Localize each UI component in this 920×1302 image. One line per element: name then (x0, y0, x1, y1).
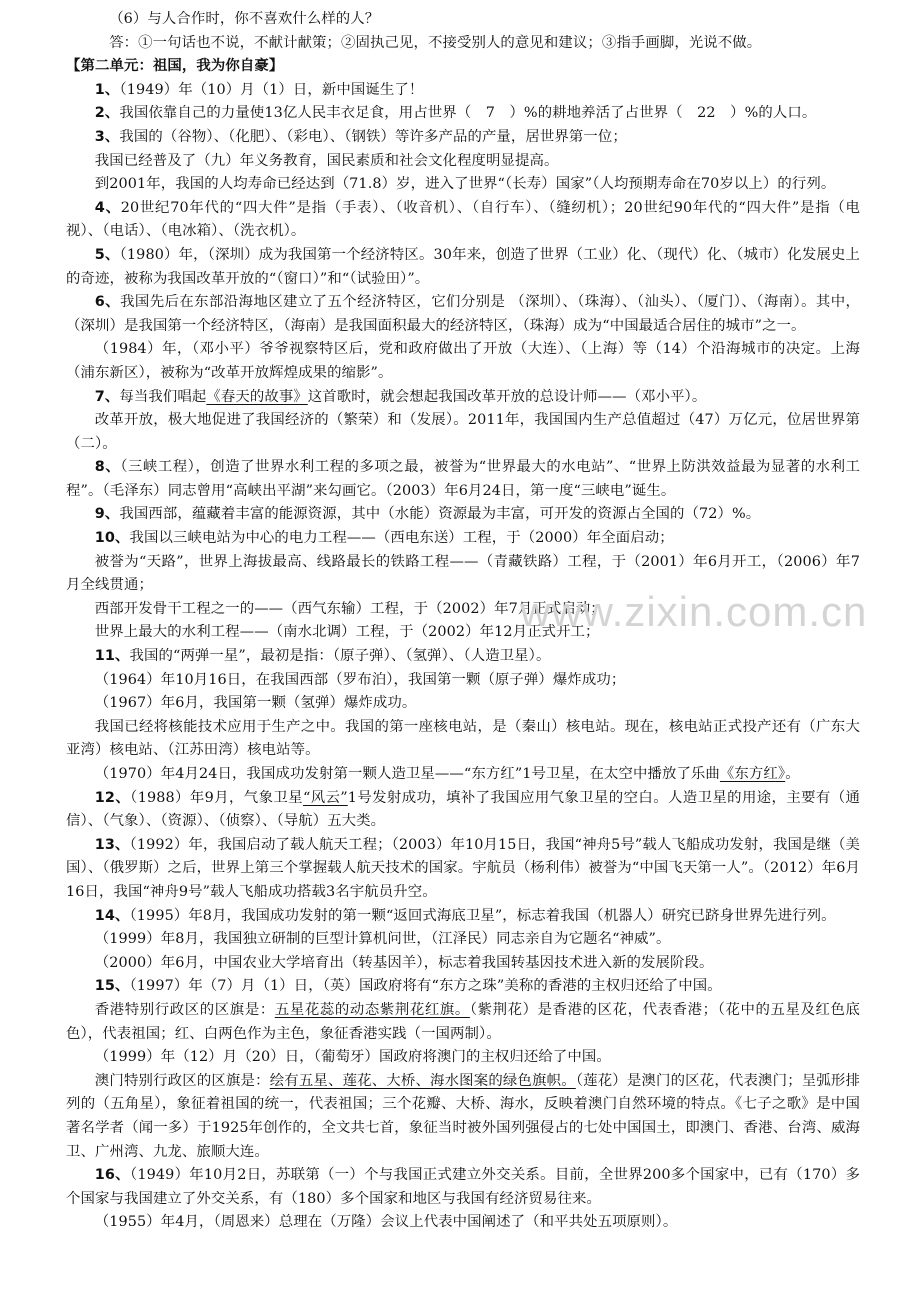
item-text: （1949）年10月2日，苏联第（一）个与我国正式建立外交关系。目前，全世界200多个国家中，已有（170）多个国家与我国建立了外交关系，有（180）多个国家和地区与我国有经济贸易往来。 (66, 1167, 861, 1207)
item-text: （1988）年9月，气象卫星 (130, 789, 303, 806)
paragraph (66, 999, 860, 1046)
paragraph: 改革开放，极大地促进了我国经济的（繁荣）和（发展）。2011年，我国国内生产总值超过（47）万亿元，位居世界第（二）。 (66, 412, 860, 452)
paragraph: （1967）年6月，我国第一颗（氢弹）爆炸成功。 (94, 695, 417, 712)
item-2 (66, 102, 860, 126)
q6-answer: 答：①一句话也不说，不献计献策；②固执己见，不接受别人的意见和建议；③指手画脚，光说不做。 (109, 34, 762, 51)
item-14 (66, 905, 860, 929)
paragraph: 世界上最大的水利工程——（南水北调）工程，于（2002）年12月正式开工； (94, 624, 600, 641)
item-number: 8、 (94, 459, 121, 476)
watermark: www.zixin.com.cn (520, 588, 868, 635)
paragraph: （1984）年，（邓小平）爷爷视察特区后，党和政府做出了开放（大连）、（上海）等（14）个沿海城市的决定。上海（浦东新区），被称为“改革开放辉煌成果的缩影”。 (66, 341, 860, 381)
paragraph: （1955）年4月，（周恩来）总理在（万隆）会议上代表中国阐述了（和平共处五项原则）。 (94, 1214, 678, 1231)
paragraph (66, 763, 860, 787)
item-8 (66, 456, 860, 503)
item-number: 2、 (94, 105, 120, 122)
item-text: 我国依靠自己的力量使13亿人民丰衣足食，用占世界（ 7 ）%的耕地养活了占世界（ 22 ）%的人口。 (119, 105, 817, 122)
item-number: 9、 (94, 506, 120, 523)
paragraph: 被誉为“天路”，世界上海拔最高、线路最长的铁路工程——（青藏铁路）工程，于（2001）年6月开工，（2006）年7月全线贯通； (66, 553, 860, 594)
paragraph-text: 香港特别行政区的区旗是： (94, 1001, 275, 1018)
item-number: 12、 (94, 789, 131, 806)
paragraph (66, 1070, 860, 1164)
paragraph: （1999）年8月，我国独立研制的巨型计算机问世，（江泽民）同志亲自为它题名“神威”。 (94, 931, 671, 948)
item-text: （三峡工程），创造了世界水利工程的多项之最，被誉为“世界最大的水电站”、“世界上防洪效益最为显著的水利工程”。（毛泽东）同志曾用“高峡出平湖”来勾画它。（2003）年6月24日，第一度“三峡电”诞生。 (66, 459, 861, 499)
item-10 (66, 527, 860, 551)
paragraph-text: （紫荆花）是香港的区花，代表香港；（花中的五星及红色底色），代表祖国；红、白两色作为主色，象征香港实践（一国两制）。 (66, 1001, 860, 1042)
item-number: 13、 (94, 836, 130, 853)
item-number: 11、 (94, 648, 130, 665)
item-number: 15、 (94, 978, 130, 995)
item-4 (66, 197, 860, 244)
item-text: 20世纪70年代的“四大件”是指（手表）、（收音机）、（自行车）、（缝纫机）；20世纪90年代的“四大件”是指（电视）、（电话）、（电冰箱）、（洗衣机）。 (66, 199, 860, 240)
paragraph: 西部开发骨干工程之一的——（西气东输）工程，于（2002）年7月正式启动； (94, 600, 605, 617)
item-text: （1997）年（7）月（1）日，（英）国政府将有“东方之珠”美称的香港的主权归还给了中国。 (129, 978, 722, 995)
item-text: 每当我们唱起 (119, 388, 207, 405)
item-text: 我国以三峡电站为中心的电力工程——（西电东送）工程，于（2000）年全面启动； (129, 530, 674, 547)
item-text: （1949）年（10）月（1）日，新中国诞生了！ (119, 81, 424, 98)
item-text: 我国西部，蕴藏着丰富的能源资源，其中（水能）资源最为丰富，可开发的资源占全国的（72）%。 (119, 506, 761, 523)
item-number: 10、 (94, 530, 130, 547)
item-number: 16、 (94, 1167, 130, 1184)
paragraph-text: 。 (785, 766, 800, 782)
item-3 (66, 126, 860, 150)
paragraph: 我国已经普及了（九）年义务教育，国民素质和社会文化程度明显提高。 (94, 152, 559, 169)
item-number: 5、 (94, 246, 120, 263)
item-text: 1号发射成功，填补了我国应用气象卫星的空白。人造卫星的用途，主要有（通信）、（气象）、（资源）、（侦察）、（导航）五大类。 (66, 789, 860, 830)
item-text: （1995）年8月，我国成功发射的第一颗“返回式海底卫星”，标志着我国（机器人）研究已跻身世界先进行列。 (129, 907, 836, 924)
paragraph: （1964）年10月16日，在我国西部（罗布泊），我国第一颗（原子弹）爆炸成功； (94, 671, 626, 688)
paragraph: 到2001年，我国的人均寿命已经达到（71.8）岁，进入了世界“（长寿）国家”（人均预期寿命在70岁以上）的行列。 (94, 176, 836, 193)
satellite-name: “风云” (302, 789, 348, 806)
item-1 (66, 79, 860, 103)
item-text: 这首歌时，就会想起我国改革开放的总设计师——（邓小平）。 (307, 388, 707, 405)
item-text: 我国的“两弹一星”，最初是指：（原子弹）、（氢弹）、（人造卫星）。 (129, 648, 551, 665)
song-title: 《东方红》 (719, 766, 786, 782)
paragraph: 我国已经将核能技术应用于生产之中。我国的第一座核电站，是（秦山）核电站。现在，核电站正式投产还有（广东大亚湾）核电站、（江苏田湾）核电站等。 (66, 718, 860, 759)
item-number: 4、 (94, 199, 121, 216)
item-number: 3、 (94, 128, 120, 145)
item-number: 1、 (94, 81, 120, 98)
item-13 (66, 834, 860, 905)
paragraph: （1999）年（12）月（20）日，（葡萄牙）国政府将澳门的主权归还给了中国。 (94, 1049, 611, 1066)
item-5 (66, 244, 860, 291)
item-text: （1992）年，我国启动了载人航天工程；（2003）年10月15日，我国“神舟5号”载人飞船成功发射，我国是继（美国）、（俄罗斯）之后，世界上第三个掌握载人航天技术的国家。宇航员（杨利伟）被誉为“中国飞天第一人”。（2012）年6月16日，我国“神舟9号”载人飞船成功搭载3名宇航员升空。 (66, 836, 861, 900)
hk-flag-description: 五星花蕊的动态紫荆花红旗。 (274, 1001, 470, 1018)
macau-flag-description: 绘有五星、莲花、大桥、海水图案的绿色旗帜。 (269, 1072, 576, 1089)
item-number: 6、 (94, 294, 121, 311)
song-title: 《春天的故事》 (206, 388, 308, 405)
item-9 (66, 503, 860, 527)
paragraph-text: （1970）年4月24日，我国成功发射第一颗人造卫星——“东方红”1号卫星，在太空中播放了乐曲 (94, 766, 720, 782)
item-text: 我国的（谷物）、（化肥）、（彩电）、（钢铁）等许多产品的产量，居世界第一位； (119, 128, 627, 145)
item-text: 我国先后在东部沿海地区建立了五个经济特区，它们分别是 （深圳）、（珠海）、（汕头）、（厦门）、（海南）。其中，（深圳）是我国第一个经济特区，（海南）是我国面积最大的经济特区，（珠海）成为“中国最适合居住的城市”之一。 (66, 294, 861, 334)
q6-question: （6）与人合作时，你不喜欢什么样的人？ (109, 11, 380, 27)
paragraph-text: 澳门特别行政区的区旗是： (94, 1072, 270, 1089)
paragraph-text: （莲花）是澳门的区花，代表澳门；呈弧形排列的（五角星），象征着祖国的统一，代表祖国；三个花瓣、大桥、海水，反映着澳门自然环境的特点。《七子之歌》是中国著名学者（闻一多）于1925年创作的，全文共七首，象征当时被外国列强侵占的七处中国国土，即澳门、香港、台湾、威海卫、广州湾、九龙、旅顺大连。 (66, 1072, 860, 1160)
item-text: （1980）年，（深圳）成为我国第一个经济特区。30年来，创造了世界（工业）化、（现代）化、（城市）化发展史上的奇迹，被称为我国改革开放的“（窗口）”和“（试验田）”。 (66, 246, 861, 287)
item-11 (66, 645, 860, 669)
unit-title: 【第二单元：祖国，我为你自豪】 (66, 58, 284, 75)
item-7 (66, 386, 860, 410)
paragraph: （2000）年6月，中国农业大学培育出（转基因羊），标志着我国转基因技术进入新的发展阶段。 (94, 954, 714, 971)
item-number: 7、 (94, 388, 120, 405)
item-6 (66, 291, 860, 338)
item-number: 14、 (94, 907, 130, 924)
item-12 (66, 787, 860, 834)
item-16 (66, 1164, 860, 1211)
item-15 (66, 975, 860, 999)
